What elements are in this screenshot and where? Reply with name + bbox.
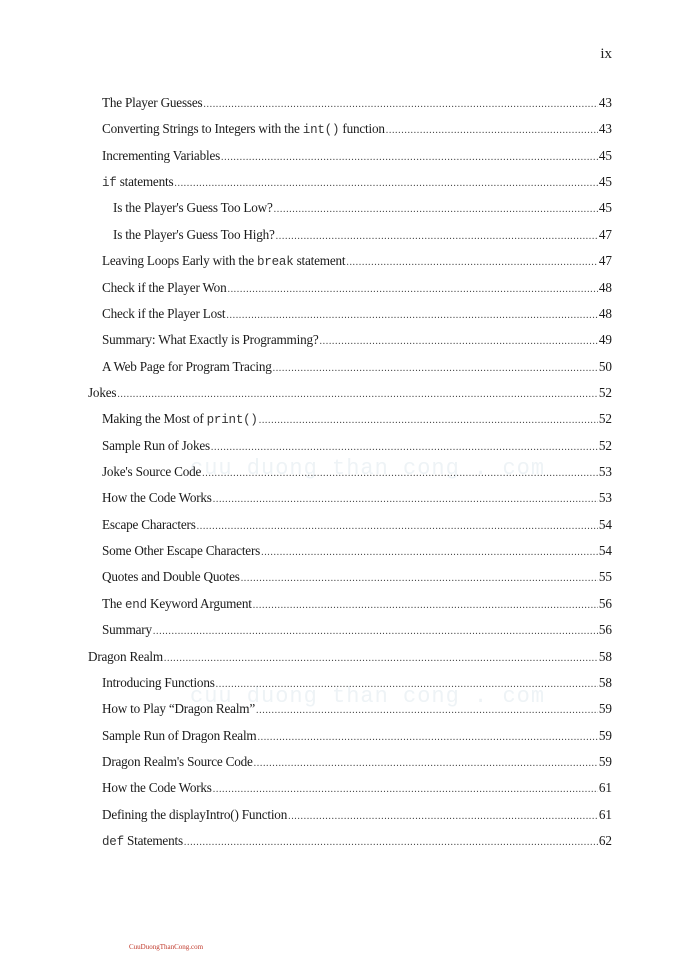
toc-code-fragment: def <box>102 835 124 850</box>
toc-entry-page: 58 <box>598 648 612 664</box>
dot-leader <box>213 780 598 800</box>
dot-leader <box>386 121 598 141</box>
toc-entry-page: 59 <box>598 701 612 717</box>
dot-leader <box>184 833 598 853</box>
toc-entry-page: 45 <box>598 174 612 190</box>
toc-entry-title <box>102 488 212 508</box>
toc-entry-title <box>113 198 273 218</box>
toc-entry[interactable] <box>88 278 612 304</box>
toc-text-fragment: Defining the displayIntro() Function <box>102 806 288 822</box>
dot-leader <box>221 148 598 168</box>
toc-entry[interactable] <box>88 567 612 593</box>
toc-entry[interactable] <box>88 752 612 778</box>
toc-entry-title <box>102 594 252 615</box>
toc-entry-page: 48 <box>598 279 612 295</box>
dot-leader <box>117 385 598 405</box>
toc-text-fragment: Introducing Functions <box>102 674 215 690</box>
toc-entry[interactable] <box>88 146 612 172</box>
toc-entry-title <box>102 119 385 140</box>
toc-entry-title <box>88 647 163 667</box>
dot-leader <box>203 95 597 115</box>
toc-text-fragment: The Player Guesses <box>102 95 203 110</box>
dot-leader <box>197 517 598 537</box>
dot-leader <box>253 596 598 616</box>
toc-entry-page: 49 <box>598 332 612 348</box>
toc-entry[interactable] <box>88 647 612 673</box>
toc-entry-page: 59 <box>598 753 612 769</box>
toc-entry[interactable] <box>88 304 612 330</box>
toc-entry[interactable] <box>88 409 612 435</box>
toc-text-fragment: statements <box>116 174 174 190</box>
table-of-contents <box>88 93 612 857</box>
toc-text-fragment: Making the Most of <box>102 411 207 427</box>
toc-entry[interactable] <box>88 488 612 514</box>
toc-entry-title <box>102 278 226 298</box>
toc-entry-title <box>102 515 196 535</box>
dot-leader <box>256 701 598 721</box>
footer-link[interactable]: CuuDuongThanCong.com <box>129 943 204 951</box>
toc-entry-page: 55 <box>598 569 612 585</box>
dot-leader <box>174 174 597 194</box>
toc-entry-title <box>102 541 260 561</box>
toc-entry[interactable] <box>88 541 612 567</box>
toc-entry-title <box>102 752 253 772</box>
dot-leader <box>202 464 598 484</box>
toc-text-fragment: Sample Run of Jokes <box>102 437 210 453</box>
toc-entry-page: 47 <box>598 226 612 242</box>
dot-leader <box>274 200 598 220</box>
toc-entry-page: 45 <box>598 200 612 216</box>
toc-text-fragment: Jokes <box>88 384 117 400</box>
toc-entry-page: 62 <box>598 833 612 849</box>
dot-leader <box>153 622 598 642</box>
toc-text-fragment: statement <box>293 253 346 269</box>
toc-entry-title <box>102 172 173 193</box>
toc-entry-page: 56 <box>598 622 612 638</box>
toc-text-fragment: Summary: What Exactly is Programming? <box>102 332 319 348</box>
toc-entry-page: 54 <box>598 543 612 559</box>
toc-code-fragment: break <box>256 255 294 270</box>
toc-text-fragment: How the Code Works <box>102 490 212 506</box>
dot-leader <box>258 728 598 748</box>
toc-entry[interactable] <box>88 436 612 462</box>
toc-entry-page: 50 <box>598 358 612 374</box>
toc-entry-page: 61 <box>598 780 612 796</box>
toc-entry[interactable] <box>88 93 612 119</box>
toc-entry-title <box>102 726 257 746</box>
toc-entry-page: 48 <box>598 305 612 321</box>
dot-leader <box>213 490 598 510</box>
dot-leader <box>288 807 598 827</box>
toc-text-fragment: Is the Player's Guess Too Low? <box>113 200 273 216</box>
toc-entry[interactable] <box>88 726 612 752</box>
toc-entry-page: 56 <box>598 595 612 611</box>
toc-entry-page: 47 <box>598 253 612 269</box>
dot-leader <box>254 754 598 774</box>
dot-leader <box>276 227 598 247</box>
toc-entry-title <box>102 330 319 350</box>
dot-leader <box>211 438 598 458</box>
dot-leader <box>346 253 597 273</box>
toc-entry[interactable] <box>88 383 612 409</box>
toc-entry-title <box>102 357 272 377</box>
toc-text-fragment: Summary <box>102 622 152 638</box>
toc-entry-title <box>102 436 210 456</box>
toc-entry-title <box>102 409 258 430</box>
toc-code-fragment: print() <box>206 413 258 428</box>
toc-entry-page: 45 <box>598 147 612 163</box>
toc-entry-title <box>102 805 287 825</box>
toc-text-fragment: Escape Characters <box>102 516 196 532</box>
toc-text-fragment: Incrementing Variables <box>102 147 221 163</box>
toc-entry[interactable] <box>88 673 612 699</box>
toc-entry[interactable] <box>88 620 612 646</box>
toc-entry-title <box>102 251 345 272</box>
toc-entry-page: 53 <box>598 464 612 480</box>
toc-entry[interactable] <box>88 330 612 356</box>
toc-entry-title <box>102 673 215 693</box>
toc-text-fragment: Converting Strings to Integers with the <box>102 121 303 137</box>
toc-entry-page: 53 <box>598 490 612 506</box>
toc-text-fragment: function <box>339 121 385 137</box>
toc-text-fragment: A Web Page for Program Tracing <box>102 358 272 374</box>
dot-leader <box>273 359 598 379</box>
toc-entry[interactable] <box>88 594 612 620</box>
toc-text-fragment: Quotes and Double Quotes <box>102 569 240 585</box>
toc-text-fragment: Is the Player's Guess Too High? <box>113 226 275 242</box>
toc-entry-title <box>113 225 275 245</box>
toc-entry[interactable] <box>88 225 612 251</box>
toc-entry[interactable] <box>88 805 612 831</box>
toc-entry-title <box>102 567 240 587</box>
toc-text-fragment: Sample Run of Dragon Realm <box>102 727 257 743</box>
toc-text-fragment: Keyword Argument <box>146 595 252 611</box>
toc-entry-page: 59 <box>598 727 612 743</box>
toc-text-fragment: The <box>102 595 125 611</box>
toc-entry[interactable] <box>88 357 612 383</box>
toc-entry[interactable] <box>88 198 612 224</box>
toc-entry-title <box>102 304 225 324</box>
toc-text-fragment: How the Code Works <box>102 780 212 796</box>
toc-entry-title <box>102 699 255 719</box>
toc-entry-page: 54 <box>598 516 612 532</box>
toc-entry-page: 58 <box>598 674 612 690</box>
toc-entry-title <box>102 831 183 852</box>
toc-entry[interactable] <box>88 831 612 857</box>
toc-entry[interactable] <box>88 778 612 804</box>
toc-text-fragment: Check if the Player Lost <box>102 305 226 321</box>
dot-leader <box>227 280 597 300</box>
toc-code-fragment: end <box>125 597 147 612</box>
toc-entry-title <box>102 778 212 798</box>
toc-entry-page: 52 <box>598 384 612 400</box>
watermark: cuu duong than cong . com <box>190 684 546 709</box>
toc-text-fragment: Dragon Realm's Source Code <box>102 753 253 769</box>
toc-entry[interactable] <box>88 172 612 198</box>
toc-code-fragment: if <box>102 176 117 191</box>
toc-entry-title <box>88 383 116 403</box>
toc-text-fragment: Statements <box>123 833 183 849</box>
dot-leader <box>216 675 598 695</box>
toc-entry-page: 43 <box>598 95 612 110</box>
toc-entry-title <box>102 93 202 113</box>
watermark: cuu duong than cong . com <box>190 456 546 481</box>
toc-entry[interactable] <box>88 699 612 725</box>
dot-leader <box>259 411 598 431</box>
dot-leader <box>241 569 598 589</box>
toc-code-fragment: int() <box>302 123 340 138</box>
toc-text-fragment: Check if the Player Won <box>102 279 227 295</box>
toc-entry[interactable] <box>88 251 612 277</box>
toc-entry-page: 52 <box>598 437 612 453</box>
dot-leader <box>320 332 598 352</box>
toc-entry-title <box>102 146 220 166</box>
toc-text-fragment: Dragon Realm <box>88 648 163 664</box>
toc-entry[interactable] <box>88 119 612 145</box>
toc-text-fragment: How to Play “Dragon Realm” <box>102 701 256 717</box>
dot-leader <box>164 649 598 669</box>
dot-leader <box>226 306 597 326</box>
toc-entry[interactable] <box>88 462 612 488</box>
toc-entry-page: 61 <box>598 806 612 822</box>
toc-entry-page: 43 <box>598 121 612 137</box>
toc-text-fragment: Some Other Escape Characters <box>102 543 261 559</box>
toc-entry-title <box>102 620 152 640</box>
toc-text-fragment: Joke's Source Code <box>102 464 202 480</box>
toc-entry-page: 52 <box>598 411 612 427</box>
toc-entry[interactable] <box>88 515 612 541</box>
dot-leader <box>261 543 598 563</box>
toc-text-fragment: Leaving Loops Early with the <box>102 253 257 269</box>
toc-entry-title <box>102 462 201 482</box>
page-number: ix <box>600 46 612 62</box>
